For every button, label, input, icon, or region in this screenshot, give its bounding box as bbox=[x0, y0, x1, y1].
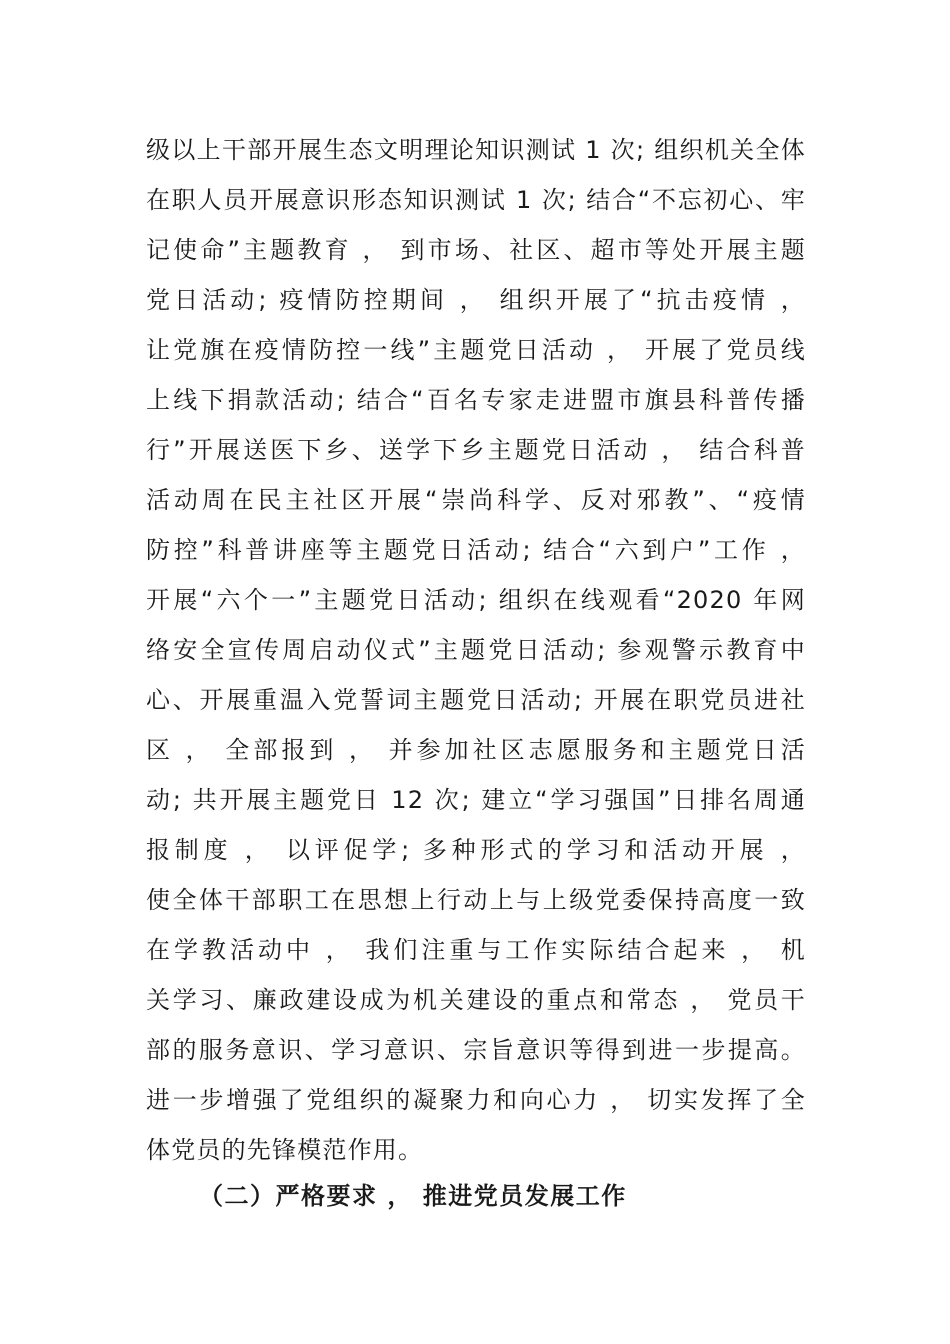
body-text-line: 动; 共开展主题党日 12 次; 建立“学习强国”日排名周通 bbox=[146, 786, 806, 814]
body-text-line: 活动周在民主社区开展“崇尚科学、反对邪教”、“疫情 bbox=[146, 486, 806, 514]
body-text-line: 报制度 ， 以评促学; 多种形式的学习和活动开展 ， bbox=[146, 836, 806, 864]
body-text-line: 防控”科普讲座等主题党日活动; 结合“六到户”工作 ， bbox=[146, 536, 806, 564]
body-text-line: 体党员的先锋模范作用。 bbox=[146, 1136, 424, 1164]
body-text-line: 记使命”主题教育 ， 到市场、社区、超市等处开展主题 bbox=[146, 236, 806, 264]
body-text-line: 让党旗在疫情防控一线”主题党日活动 ， 开展了党员线 bbox=[146, 336, 806, 364]
body-text-line: 级以上干部开展生态文明理论知识测试 1 次; 组织机关全体 bbox=[146, 136, 806, 164]
body-text-line: 心、开展重温入党誓词主题党日活动; 开展在职党员进社 bbox=[146, 686, 806, 714]
body-text-line: 上线下捐款活动; 结合“百名专家走进盟市旗县科普传播 bbox=[146, 386, 806, 414]
body-text-line: 党日活动; 疫情防控期间 ， 组织开展了“抗击疫情 ， bbox=[146, 286, 806, 314]
body-text-line: 关学习、廉政建设成为机关建设的重点和常态 ， 党员干 bbox=[146, 986, 806, 1014]
body-text-line: 络安全宣传周启动仪式”主题党日活动; 参观警示教育中 bbox=[146, 636, 806, 664]
body-text-line: 在学教活动中 ， 我们注重与工作实际结合起来 ， 机 bbox=[146, 936, 806, 964]
body-text-line: 使全体干部职工在思想上行动上与上级党委保持高度一致 bbox=[146, 886, 806, 914]
body-text-line: 进一步增强了党组织的凝聚力和向心力 ， 切实发挥了全 bbox=[146, 1086, 806, 1114]
body-text-line: 在职人员开展意识形态知识测试 1 次; 结合“不忘初心、牢 bbox=[146, 186, 806, 214]
body-text-line: 开展“六个一”主题党日活动; 组织在线观看“2020 年网 bbox=[146, 586, 806, 614]
section-heading: （二）严格要求 ， 推进党员发展工作 bbox=[199, 1182, 627, 1210]
body-text-line: 部的服务意识、学习意识、宗旨意识等得到进一步提高。 bbox=[146, 1036, 806, 1064]
body-text-line: 区 ， 全部报到 ， 并参加社区志愿服务和主题党日活 bbox=[146, 736, 806, 764]
body-text-line: 行”开展送医下乡、送学下乡主题党日活动 ， 结合科普 bbox=[146, 436, 806, 464]
